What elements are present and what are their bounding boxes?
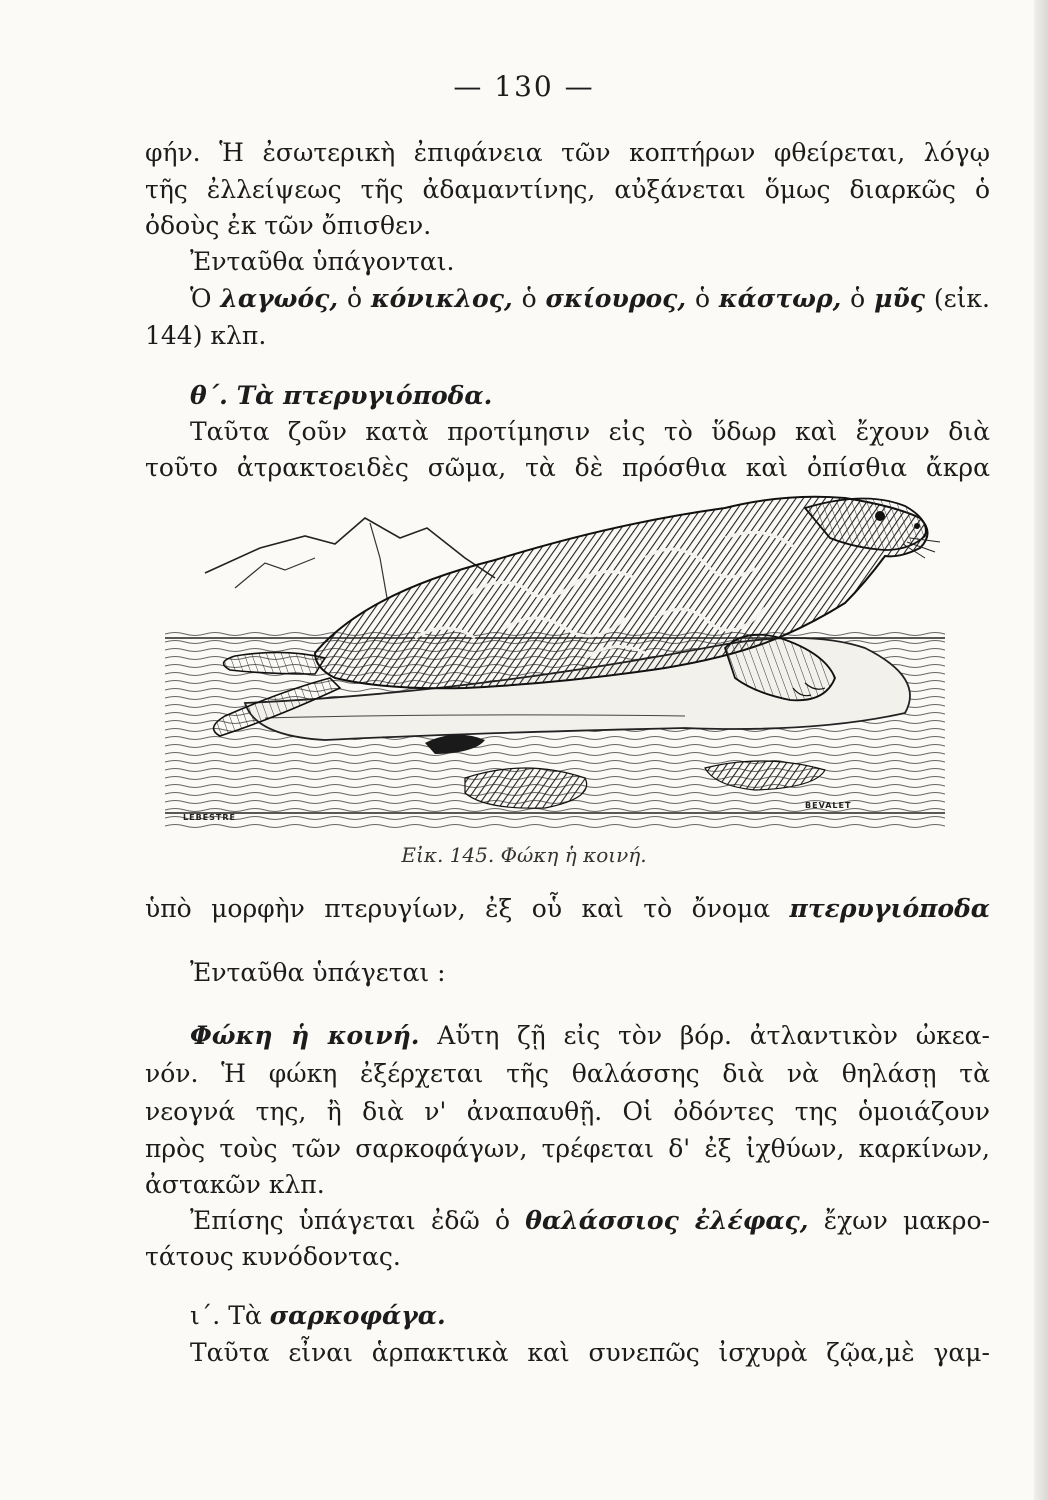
text-line: νόν. Ἡ φώκη ἐξέρχεται τῆς θαλάσσης διὰ νὰ θηλάσῃ τὰ bbox=[145, 1059, 990, 1088]
text-line: τάτους κυνόδοντας. bbox=[145, 1242, 401, 1271]
seal-eye bbox=[875, 511, 885, 521]
seal-nose bbox=[914, 523, 920, 529]
text-span: ὑπὸ μορφὴν πτερυγίων, ἐξ οὗ καὶ τὸ ὄνομα bbox=[145, 894, 790, 923]
text-line bbox=[190, 283, 990, 315]
term-pterygiopoda: πτερυγιόποδα bbox=[789, 894, 990, 923]
figure-caption: Εἰκ. 145. Φώκη ἡ κοινή. bbox=[401, 843, 647, 867]
text-line bbox=[190, 1020, 990, 1052]
text-line: Ταῦτα εἶναι ἁρπακτικὰ καὶ συνεπῶς ἰσχυρὰ ζῷα,μὲ γαμ- bbox=[190, 1338, 990, 1367]
term-sea-elephant: θαλάσσιος ἐλέφας, bbox=[525, 1206, 809, 1235]
text-line: πρὸς τοὺς τῶν σαρκοφάγων, τρέφεται δ' ἐξ ἰχθύων, καρκίνων, bbox=[145, 1134, 990, 1163]
text-line: Ἐνταῦθα ὑπάγονται. bbox=[190, 247, 455, 276]
text-line: Ἐνταῦθα ὑπάγεται : bbox=[190, 958, 446, 987]
mountain-outline bbox=[205, 518, 495, 578]
page-edge-shadow bbox=[1034, 0, 1048, 1500]
text-span: Αὕτη ζῇ εἰς τὸν βόρ. ἀτλαντικὸν ὠκεα- bbox=[419, 1021, 990, 1050]
text-span: (εἰκ. bbox=[925, 284, 990, 313]
text-span: ὁ bbox=[338, 284, 371, 313]
text-line: Ταῦτα ζοῦν κατὰ προτίμησιν εἰς τὸ ὕδωρ καὶ ἔχουν διὰ bbox=[190, 417, 990, 446]
section-heading: θ΄. Τὰ πτερυγιόποδα. bbox=[190, 381, 493, 410]
section-heading bbox=[190, 1300, 990, 1332]
text-span: Ὁ bbox=[190, 284, 221, 313]
text-line: φήν. Ἡ ἐσωτερικὴ ἐπιφάνεια τῶν κοπτήρων φθείρεται, λόγῳ bbox=[145, 138, 990, 167]
text-span: ὁ bbox=[512, 284, 546, 313]
text-span: ι΄. Τὰ bbox=[190, 1301, 270, 1330]
text-span: ὁ bbox=[686, 284, 719, 313]
text-line: ὀδοὺς ἐκ τῶν ὄπισθεν. bbox=[145, 211, 432, 240]
term-mys: μῦς bbox=[874, 284, 926, 313]
engraver-credit-left: LEBESTRE bbox=[183, 813, 236, 822]
page-number: — 130 — bbox=[453, 70, 595, 103]
engraver-credit-right: BEVALET bbox=[805, 801, 852, 810]
term-sarkofaga: σαρκοφάγα. bbox=[269, 1301, 446, 1330]
text-span: Ἐπίσης ὑπάγεται ἐδῶ ὁ bbox=[190, 1206, 526, 1235]
seal-rear-flipper-upper bbox=[224, 652, 325, 674]
rock bbox=[465, 768, 587, 808]
term-koniklos: κόνικλος, bbox=[370, 284, 513, 313]
term-seal: Φώκη ἡ κοινή. bbox=[190, 1021, 420, 1050]
term-lagos: λαγωός, bbox=[220, 284, 339, 313]
text-line bbox=[190, 1205, 990, 1237]
text-line bbox=[145, 893, 990, 925]
text-span: ἔχων μακρο- bbox=[808, 1206, 990, 1235]
text-line: νεογνά της, ἢ διὰ ν' ἀναπαυθῇ. Οἱ ὀδόντες της ὁμοιάζουν bbox=[145, 1097, 990, 1126]
text-line: 144) κλπ. bbox=[145, 321, 267, 350]
term-skiouros: σκίουρος, bbox=[545, 284, 687, 313]
text-line: τοῦτο ἀτρακτοειδὲς σῶμα, τὰ δὲ πρόσθια καὶ ὀπίσθια ἄκρα bbox=[145, 453, 990, 482]
text-line: τῆς ἐλλείψεως τῆς ἀδαμαντίνης, αὐξάνεται ὅμως διαρκῶς ὁ bbox=[145, 175, 990, 204]
text-line: ἀστακῶν κλπ. bbox=[145, 1170, 325, 1199]
seal-engraving bbox=[165, 478, 945, 828]
text-span: ὁ bbox=[841, 284, 875, 313]
term-kastor: κάστωρ, bbox=[718, 284, 842, 313]
